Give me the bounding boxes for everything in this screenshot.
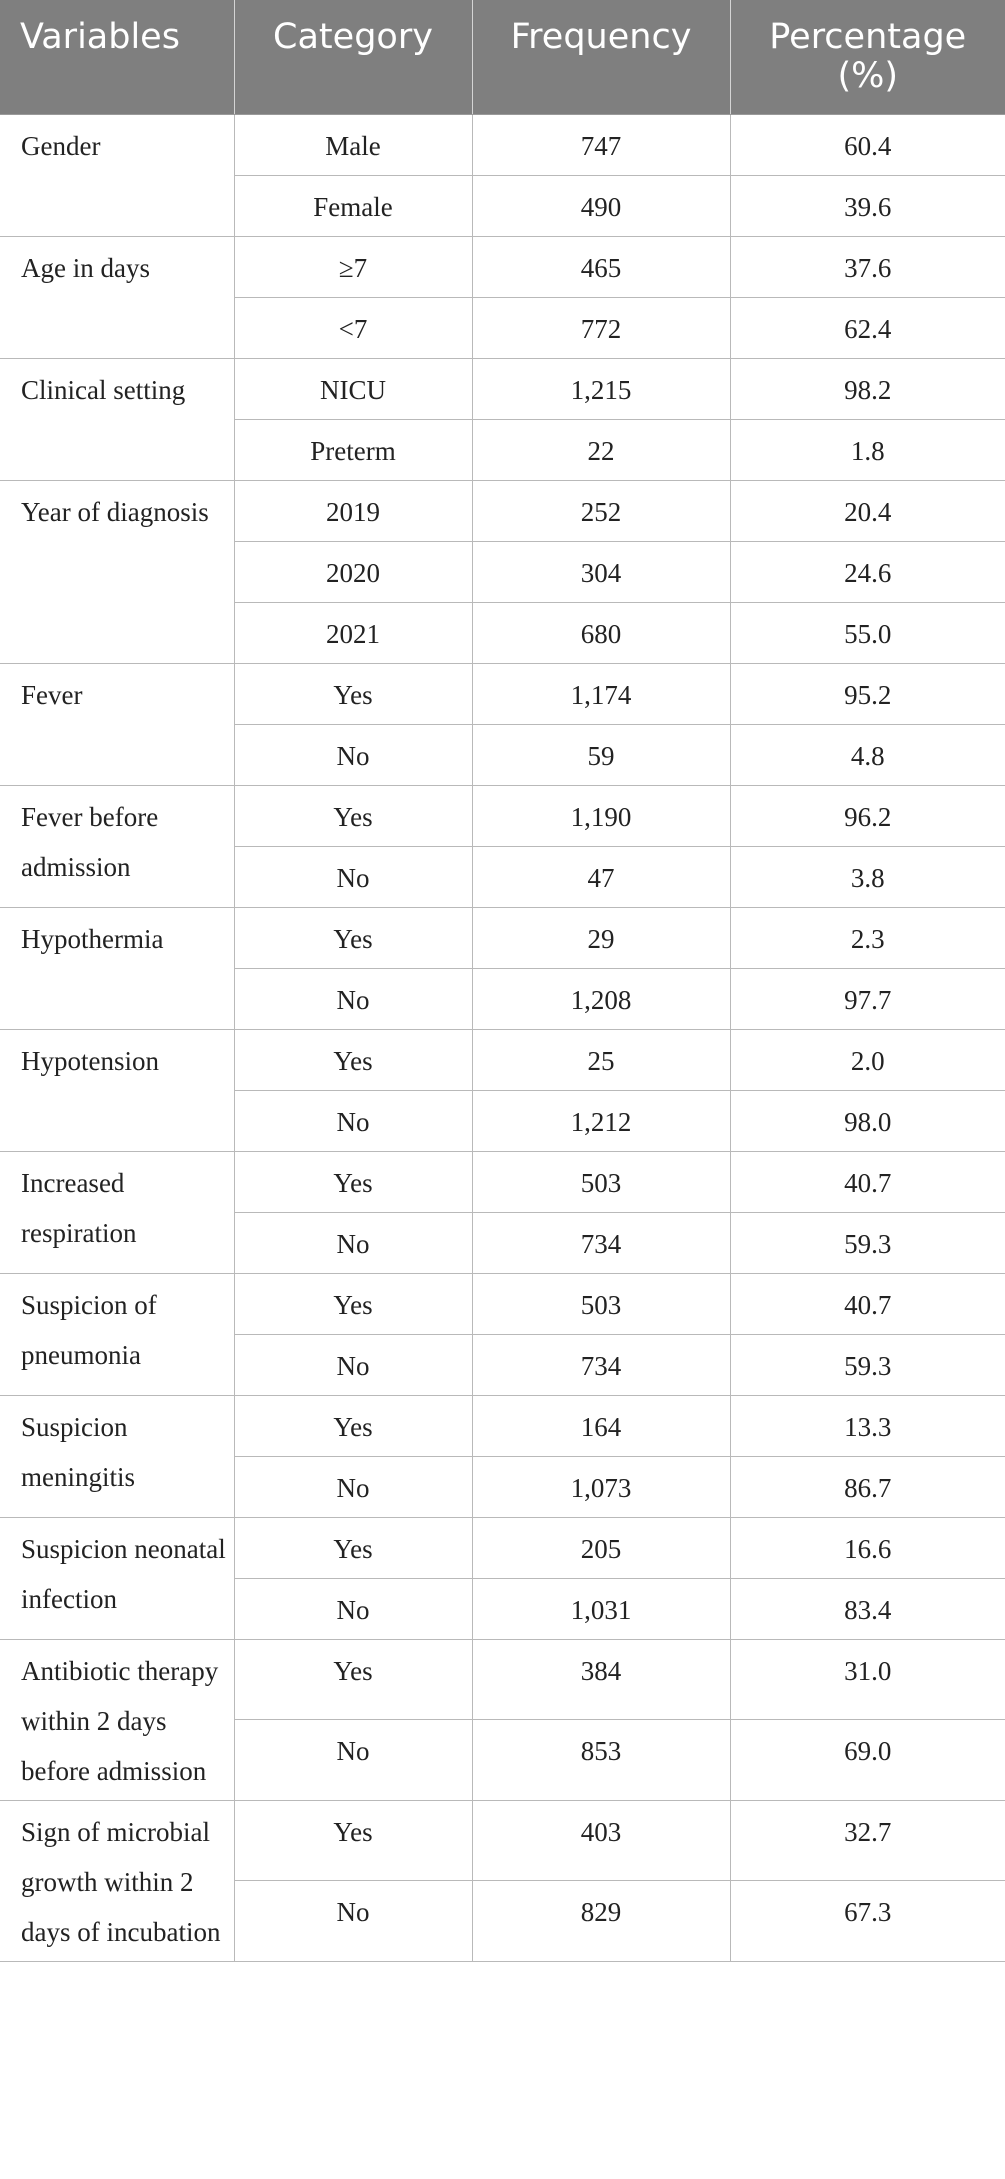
percentage-cell: 31.0	[730, 1639, 1005, 1720]
variable-cell: Age in days	[0, 236, 234, 358]
table-header	[0, 0, 1005, 114]
percentage-cell: 16.6	[730, 1517, 1005, 1578]
category-cell: No	[234, 1090, 472, 1151]
frequency-cell: 1,208	[472, 968, 730, 1029]
category-cell: Female	[234, 175, 472, 236]
category-cell: Yes	[234, 1800, 472, 1881]
category-cell: ≥7	[234, 236, 472, 297]
percentage-cell: 20.4	[730, 480, 1005, 541]
table-row	[0, 1273, 1005, 1334]
frequency-cell: 503	[472, 1151, 730, 1212]
variable-cell: Year of diagnosis	[0, 480, 234, 663]
percentage-cell: 4.8	[730, 724, 1005, 785]
table-row	[0, 1639, 1005, 1720]
category-cell: Preterm	[234, 419, 472, 480]
percentage-cell: 60.4	[730, 114, 1005, 175]
percentage-cell: 13.3	[730, 1395, 1005, 1456]
percentage-cell: 59.3	[730, 1212, 1005, 1273]
category-cell: Yes	[234, 1395, 472, 1456]
category-cell: No	[234, 968, 472, 1029]
category-cell: No	[234, 1334, 472, 1395]
category-cell: Yes	[234, 1517, 472, 1578]
category-cell: No	[234, 846, 472, 907]
frequency-cell: 1,212	[472, 1090, 730, 1151]
frequency-cell: 25	[472, 1029, 730, 1090]
frequency-cell: 465	[472, 236, 730, 297]
category-cell: No	[234, 1720, 472, 1801]
percentage-cell: 98.0	[730, 1090, 1005, 1151]
category-cell: 2021	[234, 602, 472, 663]
frequency-cell: 47	[472, 846, 730, 907]
table-row	[0, 114, 1005, 175]
variable-cell: Fever before admission	[0, 785, 234, 907]
frequency-cell: 252	[472, 480, 730, 541]
frequency-cell: 853	[472, 1720, 730, 1801]
frequency-cell: 1,174	[472, 663, 730, 724]
percentage-cell: 3.8	[730, 846, 1005, 907]
percentage-cell: 96.2	[730, 785, 1005, 846]
frequency-cell: 29	[472, 907, 730, 968]
category-cell: No	[234, 1456, 472, 1517]
category-cell: Yes	[234, 1029, 472, 1090]
percentage-cell: 40.7	[730, 1273, 1005, 1334]
category-cell: No	[234, 1578, 472, 1639]
variable-cell: Increased respiration	[0, 1151, 234, 1273]
percentage-cell: 62.4	[730, 297, 1005, 358]
variable-cell: Hypothermia	[0, 907, 234, 1029]
table-row	[0, 1151, 1005, 1212]
frequency-cell: 403	[472, 1800, 730, 1881]
frequency-cell: 384	[472, 1639, 730, 1720]
category-cell: No	[234, 1212, 472, 1273]
table-row	[0, 480, 1005, 541]
variable-cell: Suspicion neonatal infection	[0, 1517, 234, 1639]
percentage-cell: 37.6	[730, 236, 1005, 297]
header-variables: Variables	[0, 0, 234, 114]
category-cell: Yes	[234, 785, 472, 846]
category-cell: Yes	[234, 907, 472, 968]
category-cell: Yes	[234, 1273, 472, 1334]
frequency-cell: 829	[472, 1881, 730, 1962]
category-cell: NICU	[234, 358, 472, 419]
table-row	[0, 1395, 1005, 1456]
percentage-cell: 69.0	[730, 1720, 1005, 1801]
frequency-cell: 59	[472, 724, 730, 785]
frequency-cell: 734	[472, 1212, 730, 1273]
table-row	[0, 785, 1005, 846]
frequency-cell: 1,031	[472, 1578, 730, 1639]
variable-cell: Gender	[0, 114, 234, 236]
variable-cell: Fever	[0, 663, 234, 785]
variable-cell: Sign of microbial growth within 2 days of incubation	[0, 1800, 234, 1961]
frequency-cell: 490	[472, 175, 730, 236]
category-cell: No	[234, 724, 472, 785]
table-row	[0, 663, 1005, 724]
variable-cell: Suspicion of pneumonia	[0, 1273, 234, 1395]
frequency-cell: 205	[472, 1517, 730, 1578]
frequency-cell: 304	[472, 541, 730, 602]
variable-cell: Antibiotic therapy within 2 days before admission	[0, 1639, 234, 1800]
frequency-cell: 503	[472, 1273, 730, 1334]
category-cell: Yes	[234, 663, 472, 724]
table-row	[0, 1800, 1005, 1881]
percentage-cell: 98.2	[730, 358, 1005, 419]
frequency-cell: 1,190	[472, 785, 730, 846]
header-row	[0, 0, 1005, 114]
percentage-cell: 24.6	[730, 541, 1005, 602]
frequency-cell: 747	[472, 114, 730, 175]
percentage-cell: 83.4	[730, 1578, 1005, 1639]
percentage-cell: 67.3	[730, 1881, 1005, 1962]
header-category: Category	[234, 0, 472, 114]
table-row	[0, 907, 1005, 968]
category-cell: 2019	[234, 480, 472, 541]
table-row	[0, 1029, 1005, 1090]
category-cell: <7	[234, 297, 472, 358]
table-body	[0, 114, 1005, 1961]
category-cell: No	[234, 1881, 472, 1962]
table-row	[0, 1517, 1005, 1578]
table-row	[0, 358, 1005, 419]
percentage-cell: 86.7	[730, 1456, 1005, 1517]
frequency-cell: 164	[472, 1395, 730, 1456]
header-frequency: Frequency	[472, 0, 730, 114]
category-cell: Yes	[234, 1151, 472, 1212]
frequency-cell: 1,073	[472, 1456, 730, 1517]
percentage-cell: 2.0	[730, 1029, 1005, 1090]
variable-cell: Clinical setting	[0, 358, 234, 480]
percentage-cell: 32.7	[730, 1800, 1005, 1881]
percentage-cell: 1.8	[730, 419, 1005, 480]
category-cell: 2020	[234, 541, 472, 602]
percentage-cell: 59.3	[730, 1334, 1005, 1395]
percentage-cell: 97.7	[730, 968, 1005, 1029]
frequency-cell: 772	[472, 297, 730, 358]
frequency-cell: 680	[472, 602, 730, 663]
percentage-cell: 95.2	[730, 663, 1005, 724]
percentage-cell: 2.3	[730, 907, 1005, 968]
percentage-cell: 55.0	[730, 602, 1005, 663]
category-cell: Yes	[234, 1639, 472, 1720]
frequency-cell: 22	[472, 419, 730, 480]
category-cell: Male	[234, 114, 472, 175]
variable-cell: Hypotension	[0, 1029, 234, 1151]
frequency-cell: 1,215	[472, 358, 730, 419]
percentage-cell: 40.7	[730, 1151, 1005, 1212]
frequency-cell: 734	[472, 1334, 730, 1395]
table-row	[0, 236, 1005, 297]
variable-cell: Suspicion meningitis	[0, 1395, 234, 1517]
header-percentage: Percentage (%)	[730, 0, 1005, 114]
percentage-cell: 39.6	[730, 175, 1005, 236]
